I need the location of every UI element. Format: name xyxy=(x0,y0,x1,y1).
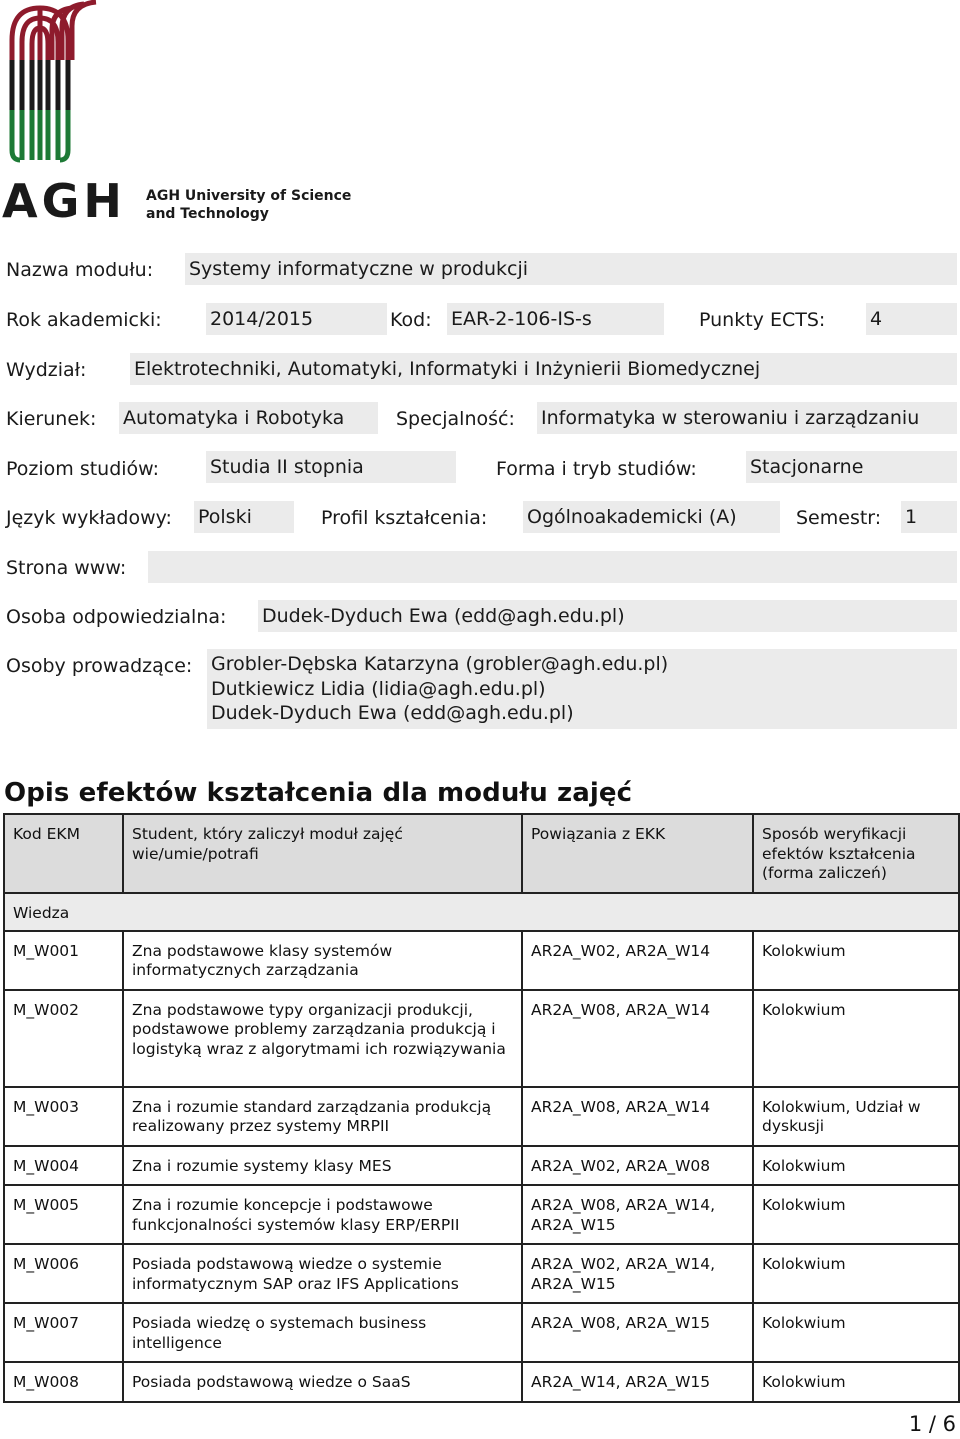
page-number: 1 / 6 xyxy=(908,1412,956,1436)
learning-outcomes-table xyxy=(3,813,960,1403)
row-links: AR2A_W08, AR2A_W14 xyxy=(522,1087,753,1146)
field-label: Kierunek: xyxy=(6,408,97,430)
table-header-row xyxy=(4,814,959,893)
row-links: AR2A_W14, AR2A_W15 xyxy=(522,1362,753,1402)
responsible-label: Osoba odpowiedzialna: xyxy=(6,606,227,628)
table-row xyxy=(4,1185,959,1244)
logo-line1: AGH University of Science xyxy=(146,188,352,204)
table-row xyxy=(4,990,959,1087)
row-code: M_W004 xyxy=(4,1146,123,1186)
language-value: Polski xyxy=(194,501,294,533)
specialty-value: Informatyka w sterowaniu i zarządzaniu xyxy=(537,402,957,434)
row-outcome: Posiada podstawową wiedze o systemie informatycznym SAP oraz IFS Applications xyxy=(123,1244,522,1303)
row-links: AR2A_W02, AR2A_W14, AR2A_W15 xyxy=(522,1244,753,1303)
ects-label: Punkty ECTS: xyxy=(699,309,826,331)
row-outcome: Zna i rozumie systemy klasy MES xyxy=(123,1146,522,1186)
lecturer-item: Dudek-Dyduch Ewa (edd@agh.edu.pl) xyxy=(211,702,574,724)
module-name-value: Systemy informatyczne w produkcji xyxy=(185,253,957,285)
row-links: AR2A_W02, AR2A_W14 xyxy=(522,931,753,990)
row-verification: Kolokwium xyxy=(753,990,959,1087)
responsible-value: Dudek-Dyduch Ewa (edd@agh.edu.pl) xyxy=(258,600,957,632)
table-row xyxy=(4,1303,959,1362)
ects-value: 4 xyxy=(866,303,957,335)
row-links: AR2A_W08, AR2A_W14 xyxy=(522,990,753,1087)
row-verification: Kolokwium, Udział w dyskusji xyxy=(753,1087,959,1146)
row-outcome: Zna podstawowe klasy systemów informatycznych zarządzania xyxy=(123,931,522,990)
row-verification: Kolokwium xyxy=(753,1146,959,1186)
row-code: M_W007 xyxy=(4,1303,123,1362)
row-outcome: Posiada podstawową wiedze o SaaS xyxy=(123,1362,522,1402)
row-outcome: Posiada wiedzę o systemach business intelligence xyxy=(123,1303,522,1362)
header-code: Kod EKM xyxy=(4,814,123,893)
agh-logo xyxy=(0,0,360,230)
profile-value: Ogólnoakademicki (A) xyxy=(523,501,780,533)
row-links: AR2A_W08, AR2A_W14, AR2A_W15 xyxy=(522,1185,753,1244)
section-knowledge: Wiedza xyxy=(4,893,959,931)
profile-label: Profil kształcenia: xyxy=(321,507,488,529)
lecturers-label: Osoby prowadzące: xyxy=(6,655,193,677)
row-links: AR2A_W02, AR2A_W08 xyxy=(522,1146,753,1186)
field-value: Automatyka i Robotyka xyxy=(119,402,378,434)
semester-value: 1 xyxy=(901,501,957,533)
specialty-label: Specjalność: xyxy=(396,408,515,430)
section-title: Opis efektów kształcenia dla modułu zajęć xyxy=(4,778,633,808)
table-row xyxy=(4,1362,959,1402)
row-outcome: Zna i rozumie standard zarządzania produkcją realizowany przez systemy MRPII xyxy=(123,1087,522,1146)
row-code: M_W001 xyxy=(4,931,123,990)
code-label: Kod: xyxy=(390,309,432,331)
mode-value: Stacjonarne xyxy=(746,451,957,483)
www-value xyxy=(148,551,957,583)
lecturer-item: Grobler-Dębska Katarzyna (grobler@agh.edu.pl) xyxy=(211,653,669,675)
row-code: M_W005 xyxy=(4,1185,123,1244)
lecturers-list xyxy=(207,649,957,729)
row-code: M_W006 xyxy=(4,1244,123,1303)
row-code: M_W008 xyxy=(4,1362,123,1402)
row-links: AR2A_W08, AR2A_W15 xyxy=(522,1303,753,1362)
row-verification: Kolokwium xyxy=(753,931,959,990)
logo-line2: and Technology xyxy=(146,206,269,222)
row-outcome: Zna podstawowe typy organizacji produkcji, podstawowe problemy zarządzania produkcją i logistyką wraz z algorytmami ich rozwiązywania xyxy=(123,990,522,1087)
row-code: M_W002 xyxy=(4,990,123,1087)
row-verification: Kolokwium xyxy=(753,1303,959,1362)
table-row xyxy=(4,931,959,990)
header-outcome: Student, który zaliczył moduł zajęć wie/umie/potrafi xyxy=(123,814,522,893)
row-verification: Kolokwium xyxy=(753,1244,959,1303)
lecturer-item: Dutkiewicz Lidia (lidia@agh.edu.pl) xyxy=(211,677,546,700)
row-outcome: Zna i rozumie koncepcje i podstawowe funkcjonalności systemów klasy ERP/ERPII xyxy=(123,1185,522,1244)
level-value: Studia II stopnia xyxy=(206,451,456,483)
language-label: Język wykładowy: xyxy=(6,507,172,529)
row-verification: Kolokwium xyxy=(753,1362,959,1402)
table-row xyxy=(4,1087,959,1146)
header-links: Powiązania z EKK xyxy=(522,814,753,893)
faculty-label: Wydział: xyxy=(6,359,87,381)
www-label: Strona www: xyxy=(6,557,127,579)
mode-label: Forma i tryb studiów: xyxy=(496,458,697,480)
table-section-row xyxy=(4,893,959,931)
year-label: Rok akademicki: xyxy=(6,309,162,331)
row-verification: Kolokwium xyxy=(753,1185,959,1244)
faculty-value: Elektrotechniki, Automatyki, Informatyki i Inżynierii Biomedycznej xyxy=(130,353,957,385)
code-value: EAR-2-106-IS-s xyxy=(447,303,664,335)
level-label: Poziom studiów: xyxy=(6,458,160,480)
semester-label: Semestr: xyxy=(796,507,882,529)
row-code: M_W003 xyxy=(4,1087,123,1146)
year-value: 2014/2015 xyxy=(206,303,387,335)
module-name-label: Nazwa modułu: xyxy=(6,259,154,281)
logo-letters: AGH xyxy=(2,174,126,228)
header-verification: Sposób weryfikacji efektów kształcenia (forma zaliczeń) xyxy=(753,814,959,893)
table-row xyxy=(4,1244,959,1303)
table-row xyxy=(4,1146,959,1186)
